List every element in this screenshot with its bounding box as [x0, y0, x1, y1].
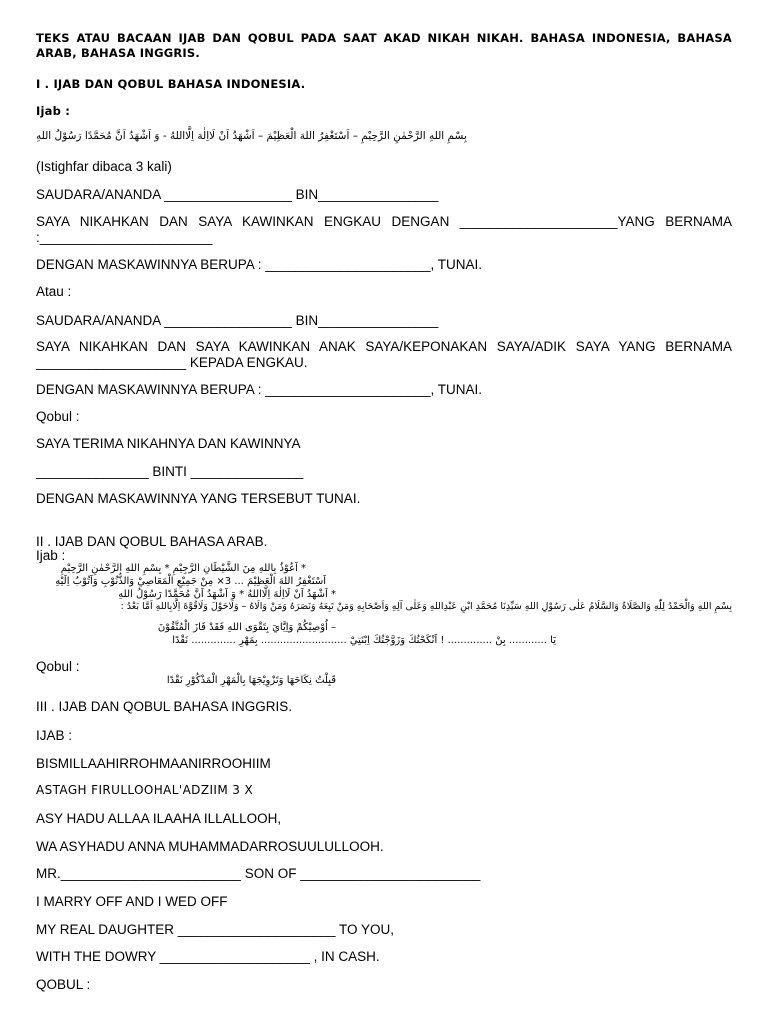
dowry-line: WITH THE DOWRY ____________________ , IN CASH.	[36, 949, 380, 964]
section-heading-inggris: III . IJAB DAN QOBUL BAHASA INGGRIS.	[36, 699, 293, 714]
qobul-label-arab: Qobul :	[36, 659, 80, 674]
mr-line: MR.________________________ SON OF ________________________	[36, 866, 481, 881]
wa-asyhadu-line: WA ASYHADU ANNA MUHAMMADARROSUULULLOOH.	[36, 839, 384, 854]
marry-line: I MARRY OFF AND I WED OFF	[36, 894, 228, 909]
arabic-opening-text: بِسْمِ اللهِ الرَّحْمٰنِ الرَّحِيْمِ – اَسْتَغْفِرُ اللهَ الْعَظِيْمَ – اَشْهَدُ اَنْ لَااِلٰهَ اِلَّااللهُ - وَ اَشْهَدُ اَنَّ مُحَمَّدًا رَسُوْلُ اللهِ	[36, 130, 467, 142]
section-heading-indonesia: I . IJAB DAN QOBUL BAHASA INDONESIA.	[36, 77, 306, 91]
ijab-label-arab: Ijab :	[36, 548, 66, 563]
asy-hadu-line: ASY HADU ALLAA ILAAHA ILLALLOOH,	[36, 811, 282, 826]
tersebut-line: DENGAN MASKAWINNYA YANG TERSEBUT TUNAI.	[36, 491, 361, 506]
daughter-line: MY REAL DAUGHTER _____________________ TO YOU,	[36, 922, 394, 937]
arabic-ijab-line: اَسْتَغْفِرُ اللهَ الْعَظِيْمَ ... 3× مِنْ جَمِيْعِ الْمَعَاصِيْ وَالذُّنُوْبِ وَاَتُوْبُ اِلَيْهِ	[55, 576, 326, 587]
arabic-ijab-line: يَا ............ بِنْ .............. ! اَنْكَحْتُكَ وَزَوَّجْتُكَ اِبْنَتِيْ ........................... بِمَهْرِ .............. نَقْدًا	[172, 635, 556, 646]
astagh-line: ASTAGH FIRULLOOHAL'ADZIIM 3 X	[36, 783, 254, 797]
arabic-ijab-line: * اَشْهَدُ اَنْ لَااِلٰهَ اِلَّااللهُ * وَ اَشْهَدُ اَنَّ مُحَمَّدًا رَسُوْلُ اللهِ	[118, 589, 336, 600]
ijab-label-inggris: IJAB :	[36, 728, 73, 743]
binti-line: _______________ BINTI _______________	[36, 464, 304, 479]
arabic-qobul-line: قَبِلْتُ نِكَاحَهَا وَتَزْوِيْجَهَا بِالْمَهْرِ الْمَذْكُوْرِ نَقْدًا	[166, 675, 336, 686]
atau-label: Atau :	[36, 284, 72, 299]
saudara-line: SAUDARA/ANANDA _________________ BIN________________	[36, 313, 439, 328]
nikahkan-line: SAYA NIKAHKAN DAN SAYA KAWINKAN ENGKAU DENGAN _____________________YANG BERNAMA :_______________________	[36, 214, 732, 245]
arabic-ijab-line: * اَعُوْذُ بِاللهِ مِنَ الشَّيْطَانِ الرَّجِيْمِ * بِسْمِ اللهِ الرَّحْمٰنِ الرَّحِيْمِ	[60, 563, 306, 574]
qobul-label: Qobul :	[36, 409, 80, 424]
maskawin-line: DENGAN MASKAWINNYA BERUPA : ______________________, TUNAI.	[36, 257, 482, 272]
istighfar-note: (Istighfar dibaca 3 kali)	[36, 159, 172, 174]
maskawin-line: DENGAN MASKAWINNYA BERUPA : ______________________, TUNAI.	[36, 382, 482, 397]
arabic-ijab-line: – اُوْصِيْكُمْ وَاِيَّايَ بِتَقْوَى اللهِ فَقَدْ فَازَ الْمُتَّقُوْنَ	[157, 622, 336, 633]
saudara-line: SAUDARA/ANANDA _________________ BIN________________	[36, 187, 439, 202]
nikahkan-anak-line: SAYA NIKAHKAN DAN SAYA KAWINKAN ANAK SAYA/KEPONAKAN SAYA/ADIK SAYA YANG BERNAMA ____________________ KEPADA ENGKAU.	[36, 339, 732, 370]
qobul-label-inggris: QOBUL :	[36, 977, 91, 992]
bismillah-line: BISMILLAAHIRROHMAANIRROOHIIM	[36, 756, 271, 771]
section-heading-arab: II . IJAB DAN QOBUL BAHASA ARAB.	[36, 534, 268, 549]
ijab-label: Ijab :	[36, 104, 71, 118]
terima-line: SAYA TERIMA NIKAHNYA DAN KAWINNYA	[36, 436, 301, 451]
arabic-ijab-line: بِسْمِ اللهِ وَالْحَمْدُ لِلّٰهِ وَالصَّلَاةُ وَالسَّلَامُ عَلٰى رَسُوْلِ اللهِ سَيِّدِنَا مُحَمَّدِ ابْنِ عَبْدِاللهِ وَعَلٰى آلِهِ وَاَصْحَابِهِ وَمَنْ تَبِعَهُ وَنَصَرَهُ وَمَنْ وَالَاهُ – وَلَاحَوْلَ وَلَاقُوَّةَ اِلَّابِاللهِ اَمَّا بَعْدُ :	[120, 601, 732, 612]
document-title: TEKS ATAU BACAAN IJAB DAN QOBUL PADA SAAT AKAD NIKAH NIKAH. BAHASA INDONESIA, BAHASA ARAB, BAHASA INGGRIS.	[36, 31, 732, 60]
